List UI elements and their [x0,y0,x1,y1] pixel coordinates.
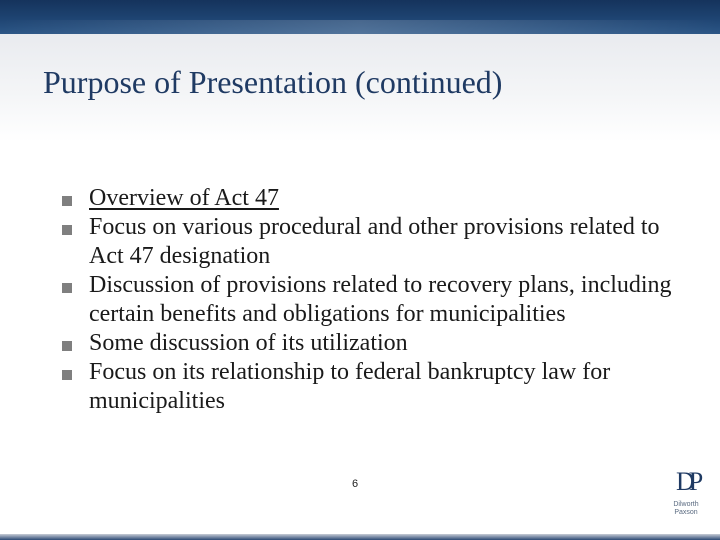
bottom-border [0,534,720,540]
bullet-text[interactable]: Overview of Act 47 [89,185,279,211]
logo-line-2: Paxson [674,509,698,516]
bullet-list [62,184,682,416]
logo-line-1: Dilworth [673,501,699,508]
slide-title: Purpose of Presentation (continued) [43,64,503,100]
square-bullet-icon [62,283,72,293]
bullet-text: Some discussion of its utilization [89,330,408,356]
bullet-item-recovery-plans [62,271,682,329]
logo-wordmark [664,501,708,517]
square-bullet-icon [62,341,72,351]
dilworth-paxson-logo [664,466,708,524]
bullet-text: Focus on various procedural and other provisions related to Act 47 designation [89,214,660,269]
top-header-band [0,0,720,34]
page-number: 6 [351,478,359,490]
square-bullet-icon [62,225,72,235]
bullet-item-utilization [62,329,682,358]
bullet-item-overview [62,184,682,213]
logo-monogram: DP [676,467,698,496]
square-bullet-icon [62,370,72,380]
header-band-sheen [0,20,720,34]
bullet-text: Focus on its relationship to federal bankruptcy law for municipalities [89,359,611,414]
square-bullet-icon [62,196,72,206]
bullet-item-bankruptcy [62,358,682,416]
bullet-item-procedural [62,213,682,271]
bullet-text: Discussion of provisions related to recovery plans, including certain benefits and obligations for municipalities [89,272,672,327]
